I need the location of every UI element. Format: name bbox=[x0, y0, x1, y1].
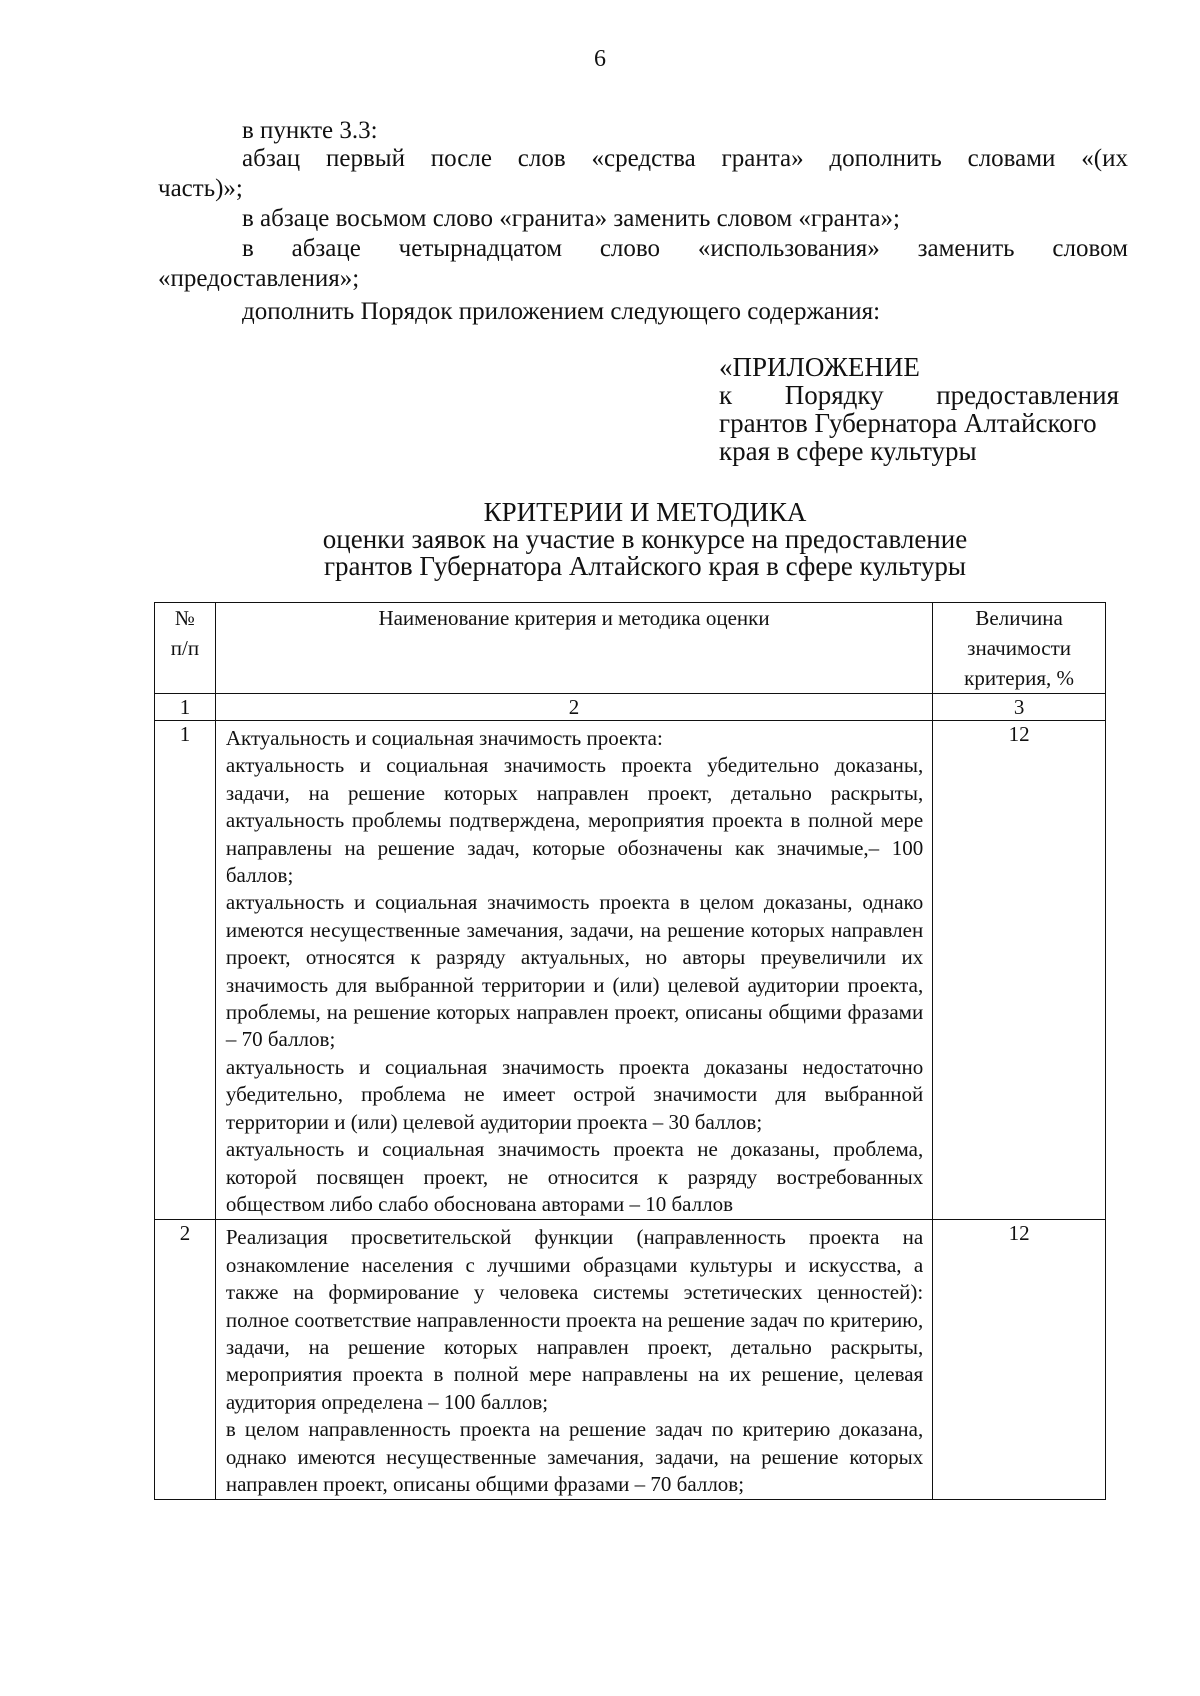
word: в bbox=[242, 235, 254, 262]
intro-line-4: в абзаце восьмом слово «гранита» заменить словом «гранта»; bbox=[242, 205, 900, 232]
word: «(их bbox=[1081, 145, 1128, 172]
intro-line-2 bbox=[242, 144, 1128, 174]
word: к bbox=[719, 380, 733, 410]
word: «использования» bbox=[697, 235, 880, 262]
annex-line-4: края в сфере культуры bbox=[719, 436, 977, 466]
row-number: 2 bbox=[155, 1220, 216, 1500]
word: Порядку bbox=[784, 380, 884, 410]
header-col-weight bbox=[933, 603, 1106, 694]
document-subtitle-1: оценки заявок на участие в конкурсе на предоставление bbox=[322, 524, 968, 554]
criterion-weight: 12 bbox=[933, 1220, 1106, 1500]
intro-line-6: «предоставления»; bbox=[158, 265, 360, 292]
annex-line-2 bbox=[719, 381, 1119, 409]
header-number-sign: № bbox=[174, 606, 195, 630]
header-number-abbrev: п/п bbox=[170, 636, 200, 660]
annex-heading: «ПРИЛОЖЕНИЕ bbox=[719, 352, 920, 382]
intro-line-1: в пункте 3.3: bbox=[242, 117, 378, 144]
column-number-cell: 1 bbox=[155, 694, 216, 721]
intro-line-5 bbox=[242, 234, 1128, 264]
criterion-paragraph: в целом направленность проекта на решение задач по критерию доказана, однако имеются несущественные замечания, задачи, на решение которых направлен проект, описаны общими фразами – 70 баллов; bbox=[225, 1417, 924, 1496]
word: словом bbox=[1052, 235, 1128, 262]
intro-line-3: часть)»; bbox=[158, 175, 243, 202]
word: абзац bbox=[242, 145, 301, 172]
word: первый bbox=[326, 145, 405, 172]
annex-block bbox=[719, 353, 1119, 465]
criterion-paragraph: актуальность и социальная значимость проекта доказаны недостаточно убедительно, проблема не имеет острой значимости для выбранной территории и (или) целевой аудитории проекта – 30 баллов; bbox=[225, 1054, 924, 1134]
page-number: 6 bbox=[594, 46, 606, 72]
intro-line-7: дополнить Порядок приложением следующего содержания: bbox=[242, 298, 881, 325]
column-number-row bbox=[155, 694, 1106, 721]
word: заменить bbox=[917, 235, 1015, 262]
table-row bbox=[155, 1220, 1106, 1500]
column-number-cell: 3 bbox=[933, 694, 1106, 721]
criterion-weight: 12 bbox=[933, 721, 1106, 1220]
document-subtitle-2: грантов Губернатора Алтайского края в сфере культуры bbox=[323, 551, 967, 581]
word: четырнадцатом bbox=[398, 235, 563, 262]
word: дополнить bbox=[829, 145, 942, 172]
header-weight-line-2: значимости bbox=[967, 636, 1072, 660]
header-col-number bbox=[155, 603, 216, 694]
criteria-table bbox=[154, 602, 1106, 1500]
column-number-cell: 2 bbox=[215, 694, 932, 721]
criterion-paragraph: актуальность и социальная значимость проекта убедительно доказаны, задачи, на решение которых направлен проект, детально раскрыты, актуальность проблемы подтверждена, мероприятия проекта в полной мере направлены на решение задач, которые обозначены как значимые,– 100 баллов; bbox=[225, 753, 924, 888]
criterion-paragraph: актуальность и социальная значимость проекта не доказаны, проблема, которой посвящен проект, не относится к разряду востребованных обществом либо слабо обоснована авторами – 10 баллов bbox=[225, 1137, 924, 1216]
word: словами bbox=[967, 145, 1056, 172]
header-criterion-label: Наименование критерия и методика оценки bbox=[378, 606, 770, 630]
row-number: 1 bbox=[155, 721, 216, 1220]
criterion-description bbox=[215, 1220, 932, 1500]
annex-line-3: грантов Губернатора Алтайского bbox=[719, 408, 1097, 438]
header-weight-line-1: Величина bbox=[975, 606, 1063, 630]
criterion-paragraph: Актуальность и социальная значимость проекта: bbox=[225, 726, 663, 750]
header-weight-line-3: критерия, % bbox=[964, 666, 1075, 690]
word: слов bbox=[517, 145, 566, 172]
word: предоставления bbox=[936, 380, 1119, 410]
table-header-row bbox=[155, 603, 1106, 694]
word: абзаце bbox=[291, 235, 361, 262]
word: слово bbox=[599, 235, 661, 262]
criterion-paragraph: Реализация просветительской функции (направленность проекта на ознакомление населения с лучшими образцами культуры и искусства, а также на формирование у человека системы эстетических ценностей): полное соответствие направленности проекта на решение задач по критерию, задачи, на решение которых направлен проект, детально раскрыты, мероприятия проекта в полной мере направлены на их решение, целевая аудитория определена – 100 баллов; bbox=[225, 1225, 924, 1414]
word: после bbox=[430, 145, 492, 172]
document-title: КРИТЕРИИ И МЕТОДИКА bbox=[483, 497, 807, 527]
criterion-paragraph: актуальность и социальная значимость проекта в целом доказаны, однако имеются несущественные замечания, задачи, на решение которых направлен проект, относятся к разряду актуальных, но авторы преувеличили их значимость для выбранной территории и (или) целевой аудитории проекта, проблемы, на решение которых направлен проект, описаны общими фразами – 70 баллов; bbox=[225, 890, 924, 1052]
word: гранта» bbox=[721, 145, 804, 172]
header-col-criterion bbox=[215, 603, 932, 694]
word: «средства bbox=[591, 145, 696, 172]
table-row bbox=[155, 721, 1106, 1220]
criterion-description bbox=[215, 721, 932, 1220]
